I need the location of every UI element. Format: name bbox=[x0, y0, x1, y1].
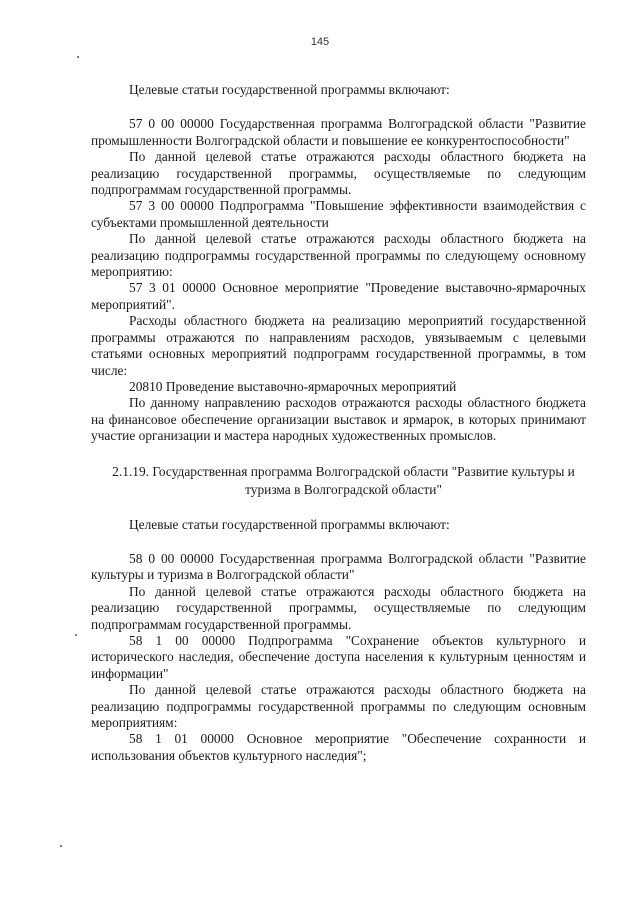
page-number: 145 bbox=[310, 36, 330, 48]
spacer bbox=[91, 533, 586, 551]
paragraph: Расходы областного бюджета на реализацию мероприятий государственной программы отражаются по направлениям расходов, увязываемым с целевыми статьями основных мероприятий подпрограмм государственной программы, в том числе: bbox=[91, 313, 586, 378]
spacer bbox=[91, 445, 586, 463]
spacer bbox=[91, 499, 586, 517]
section-heading: 2.1.19. Государственная программа Волгоградской области "Развитие культуры и туризма в Волгоградской области" bbox=[112, 463, 575, 497]
paragraph: 20810 Проведение выставочно-ярмарочных мероприятий bbox=[129, 378, 457, 394]
paragraph: 58 0 00 00000 Государственная программа Волгоградской области "Развитие культуры и туризма в Волгоградской области" bbox=[91, 550, 586, 583]
paragraph: По данной целевой статье отражаются расходы областного бюджета на реализацию государственной программы, осуществляемые по следующим подпрограммам государственной программы. bbox=[91, 583, 586, 632]
paragraph: 58 1 01 00000 Основное мероприятие "Обеспечение сохранности и использования объектов культурного наследия"; bbox=[91, 731, 586, 763]
paragraph: По данному направлению расходов отражаются расходы областного бюджета на финансовое обеспечение организации выставок и ярмарок, в которых принимают участие организации и мастера народных художественных промыслов. bbox=[91, 395, 586, 444]
document-body bbox=[91, 82, 586, 764]
paragraph: 57 0 00 00000 Государственная программа Волгоградской области "Развитие промышленности Волгоградской области и повышение ее конкурентоспособности" bbox=[91, 116, 586, 148]
paragraph: По данной целевой статье отражаются расходы областного бюджета на реализацию государственной программы, осуществляемые по следующим подпрограммам государственной программы. bbox=[91, 149, 586, 198]
scan-speck bbox=[75, 634, 77, 636]
scan-speck bbox=[60, 845, 62, 847]
scan-speck bbox=[77, 56, 79, 58]
paragraph: Целевые статьи государственной программы включают: bbox=[129, 82, 450, 97]
paragraph: 57 3 00 00000 Подпрограмма "Повышение эффективности взаимодействия с субъектами промышленной деятельности bbox=[91, 198, 586, 230]
paragraph: По данной целевой статье отражаются расходы областного бюджета на реализацию подпрограммы государственной программы по следующим основным мероприятиям: bbox=[91, 682, 586, 730]
paragraph: 57 3 01 00000 Основное мероприятие "Проведение выставочно-ярмарочных мероприятий". bbox=[91, 280, 586, 312]
paragraph: По данной целевой статье отражаются расходы областного бюджета на реализацию подпрограммы государственной программы по следующему основному мероприятию: bbox=[91, 231, 586, 280]
spacer bbox=[91, 98, 586, 116]
paragraph: 58 1 00 00000 Подпрограмма "Сохранение объектов культурного и исторического наследия, обеспечение доступа населения к культурным ценностям и информации" bbox=[91, 632, 586, 681]
paragraph: Целевые статьи государственной программы включают: bbox=[129, 516, 450, 532]
